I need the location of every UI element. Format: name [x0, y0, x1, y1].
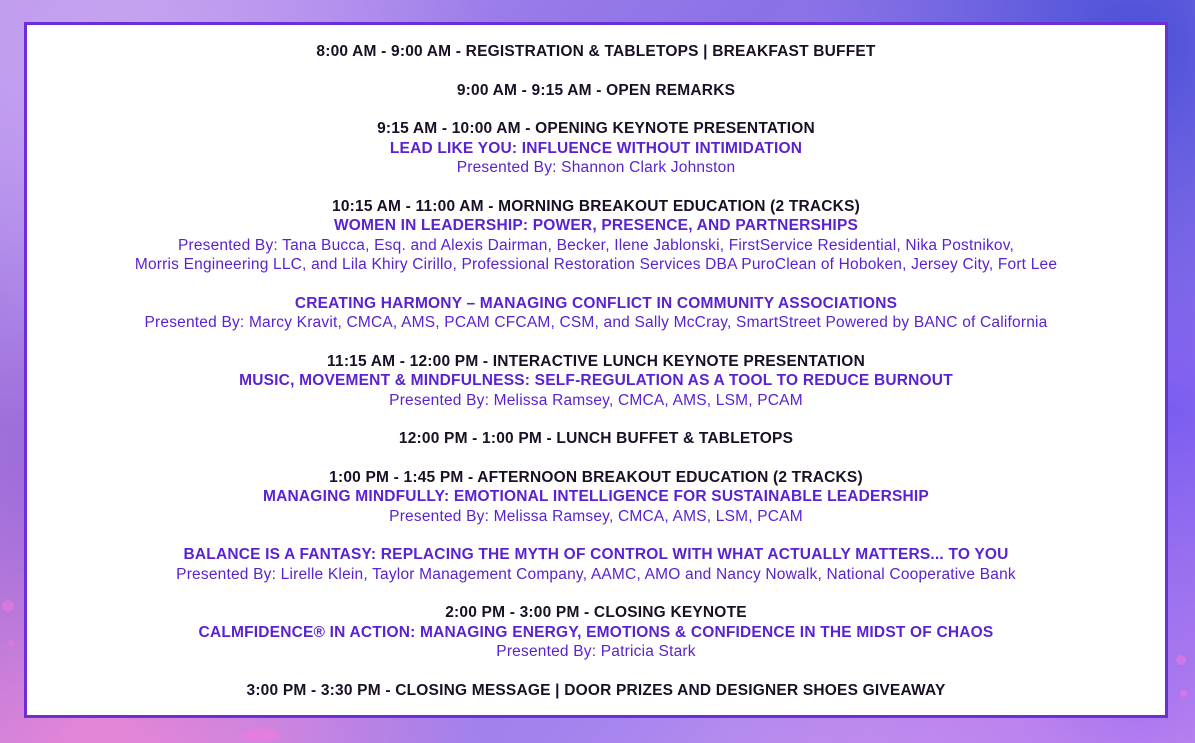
- paint-splash: [1176, 655, 1186, 665]
- session-title: CREATING HARMONY – MANAGING CONFLICT IN COMMUNITY ASSOCIATIONS: [294, 294, 898, 312]
- session-presenters: Presented By: Melissa Ramsey, CMCA, AMS, LSM, PCAM: [389, 391, 803, 409]
- session-heading: 9:15 AM - 10:00 AM - OPENING KEYNOTE PRESENTATION: [377, 120, 815, 137]
- session-title: MUSIC, MOVEMENT & MINDFULNESS: SELF-REGULATION AS A TOOL TO REDUCE BURNOUT: [239, 372, 953, 389]
- session-heading: 11:15 AM - 12:00 PM - INTERACTIVE LUNCH KEYNOTE PRESENTATION: [327, 352, 865, 370]
- schedule-list: [27, 42, 1165, 719]
- session-title: BALANCE IS A FANTASY: REPLACING THE MYTH OF CONTROL WITH WHAT ACTUALLY MATTERS... TO YOU: [183, 546, 1009, 563]
- session-heading: 12:00 PM - 1:00 PM - LUNCH BUFFET & TABLETOPS: [398, 430, 794, 447]
- paint-splash: [2, 600, 14, 612]
- schedule-item: [27, 197, 1165, 275]
- schedule-panel: [24, 22, 1168, 718]
- schedule-item: [27, 603, 1165, 662]
- session-title: MANAGING MINDFULLY: EMOTIONAL INTELLIGENCE FOR SUSTAINABLE LEADERSHIP: [263, 488, 929, 505]
- session-presenters: Presented By: Shannon Clark Johnston: [456, 159, 736, 176]
- session-heading: 10:15 AM - 11:00 AM - MORNING BREAKOUT EDUCATION (2 TRACKS): [332, 197, 860, 215]
- schedule-item: [27, 294, 1165, 333]
- session-presenters: Presented By: Melissa Ramsey, CMCA, AMS, LSM, PCAM: [389, 507, 803, 525]
- session-presenters: Morris Engineering LLC, and Lila Khiry Cirillo, Professional Restoration Services DBA PuroClean of Hoboken, Jersey City, Fort Lee: [134, 256, 1058, 273]
- session-heading: 8:00 AM - 9:00 AM - REGISTRATION & TABLETOPS | BREAKFAST BUFFET: [316, 43, 876, 60]
- session-heading: 9:00 AM - 9:15 AM - OPEN REMARKS: [456, 81, 736, 99]
- schedule-item: [27, 681, 1165, 701]
- session-heading: 3:00 PM - 3:30 PM - CLOSING MESSAGE | DOOR PRIZES AND DESIGNER SHOES GIVEAWAY: [246, 681, 946, 699]
- schedule-item: [27, 42, 1165, 62]
- session-heading: 2:00 PM - 3:00 PM - CLOSING KEYNOTE: [445, 604, 747, 621]
- schedule-item: [27, 468, 1165, 527]
- session-presenters: Presented By: Patricia Stark: [496, 643, 696, 660]
- session-title: LEAD LIKE YOU: INFLUENCE WITHOUT INTIMIDATION: [389, 139, 803, 157]
- paint-splash: [1180, 690, 1187, 697]
- session-heading: 1:00 PM - 1:45 PM - AFTERNOON BREAKOUT EDUCATION (2 TRACKS): [329, 468, 863, 486]
- schedule-item: [27, 429, 1165, 449]
- session-presenters: Presented By: Marcy Kravit, CMCA, AMS, PCAM CFCAM, CSM, and Sally McCray, SmartStreet Powered by BANC of California: [144, 314, 1048, 331]
- session-presenters: Presented By: Tana Bucca, Esq. and Alexis Dairman, Becker, Ilene Jablonski, FirstService Residential, Nika Postnikov,: [177, 236, 1015, 254]
- schedule-item: [27, 352, 1165, 411]
- schedule-item: [27, 545, 1165, 584]
- session-title: WOMEN IN LEADERSHIP: POWER, PRESENCE, AND PARTNERSHIPS: [333, 217, 859, 234]
- paint-splash: [240, 728, 280, 742]
- paint-splash: [8, 640, 14, 646]
- schedule-item: [27, 81, 1165, 101]
- session-presenters: Presented By: Lirelle Klein, Taylor Management Company, AAMC, AMO and Nancy Nowalk, National Cooperative Bank: [176, 565, 1016, 583]
- session-title: CALMFIDENCE® IN ACTION: MANAGING ENERGY, EMOTIONS & CONFIDENCE IN THE MIDST OF CHAOS: [198, 623, 994, 641]
- schedule-item: [27, 119, 1165, 178]
